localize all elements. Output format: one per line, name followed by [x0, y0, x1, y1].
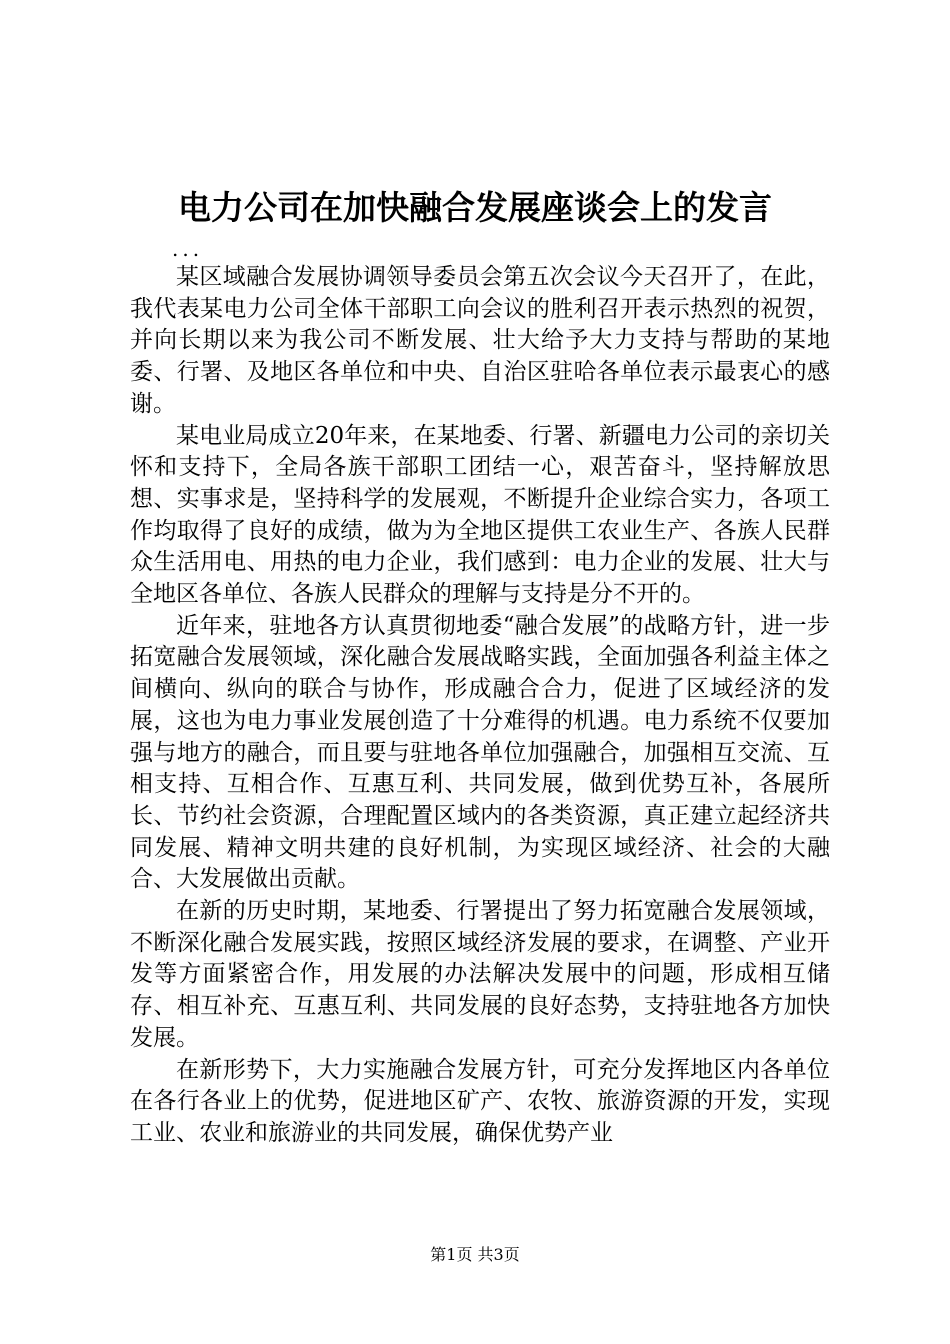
page-footer: 第1页 共3页 — [430, 1245, 520, 1264]
paragraph: 在新形势下，大力实施融合发展方针，可充分发挥地区内各单位在各行各业上的优势，促进地区矿产、农牧、旅游资源的开发，实现工业、农业和旅游业的共同发展，确保优势产业 — [130, 1056, 830, 1146]
paragraph: 某电业局成立20年来，在某地委、行署、新疆电力公司的亲切关怀和支持下，全局各族干部职工团结一心，艰苦奋斗，坚持解放思想、实事求是，坚持科学的发展观，不断提升企业综合实力，各项工作均取得了良好的成绩，做为为全地区提供工农业生产、各族人民群众生活用电、用热的电力企业，我们感到：电力企业的发展、壮大与全地区各单位、各族人民群众的理解与支持是分不开的。 — [130, 422, 830, 608]
paragraph: 近年来，驻地各方认真贯彻地委“融合发展”的战略方针，进一步拓宽融合发展领域，深化融合发展战略实践，全面加强各利益主体之间横向、纵向的联合与协作，形成融合合力，促进了区域经济的发展，这也为电力事业发展创造了十分难得的机遇。电力系统不仅要加强与地方的融合，而且要与驻地各单位加强融合，加强相互交流、互相支持、互相合作、互惠互利、共同发展，做到优势互补，各展所长、节约社会资源，合理配置区域内的各类资源，真正建立起经济共同发展、精神文明共建的良好机制，为实现区域经济、社会的大融合、大发展做出贡献。 — [130, 612, 830, 893]
document-title: 电力公司在加快融合发展座谈会上的发言 — [178, 188, 772, 227]
paragraph: 某区域融合发展协调领导委员会第五次会议今天召开了，在此，我代表某电力公司全体干部职工向会议的胜利召开表示热烈的祝贺，并向长期以来为我公司不断发展、壮大给予大力支持与帮助的某地委、行署、及地区各单位和中央、自治区驻哈各单位表示最衷心的感谢。 — [130, 264, 830, 417]
document-body — [130, 262, 830, 1150]
paragraph: 在新的历史时期，某地委、行署提出了努力拓宽融合发展领域，不断深化融合发展实践，按照区域经济发展的要求，在调整、产业开发等方面紧密合作，用发展的办法解决发展中的问题，形成相互储存、相互补充、互惠互利、共同发展的良好态势，支持驻地各方加快发展。 — [130, 898, 830, 1051]
ellipsis-marker: ... — [172, 237, 204, 261]
